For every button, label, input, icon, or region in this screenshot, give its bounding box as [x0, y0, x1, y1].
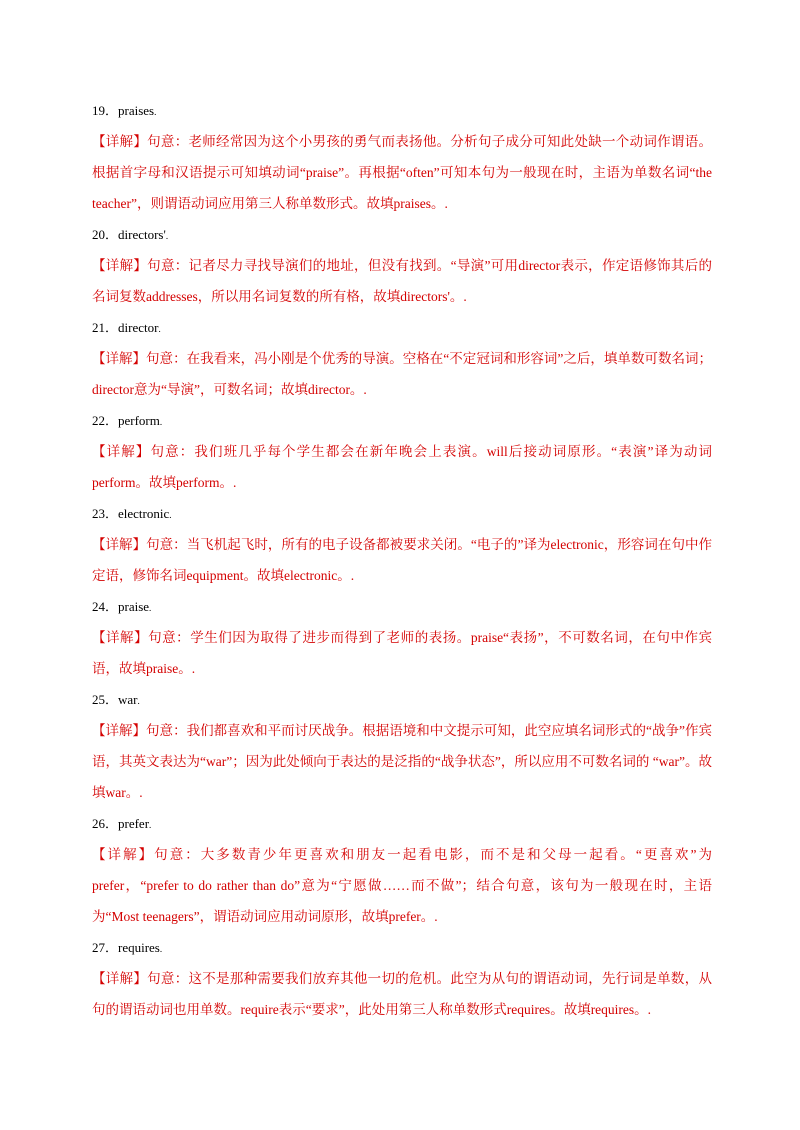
answer-heading: 19．praises.: [92, 103, 157, 118]
explanation-text: 句意：我们班几乎每个学生都会在新年晚会上表演。will后接动词原形。“表演”译为动词perform。故填perform。.: [92, 444, 713, 490]
detail-tag: 【详解】: [92, 971, 148, 986]
detail-tag: 【详解】: [92, 630, 149, 645]
answer-heading: 21．director.: [92, 320, 161, 335]
detail-tag: 【详解】: [92, 351, 147, 366]
answer-heading: 20．directors'.: [92, 227, 169, 242]
answer-item-26: [92, 808, 712, 932]
explanation-text: 句意：记者尽力寻找导演们的地址，但没有找到。“导演”可用director表示，作定语修饰其后的名词复数addresses，所以用名词复数的所有格，故填directors'。.: [92, 258, 712, 304]
answer-heading: 26．prefer.: [92, 816, 152, 831]
answer-heading: 25．war.: [92, 692, 140, 707]
detail-tag: 【详解】: [92, 134, 148, 149]
detail-tag: 【详解】: [92, 847, 155, 862]
explanation-text: 句意：老师经常因为这个小男孩的勇气而表扬他。分析句子成分可知此处缺一个动词作谓语。根据首字母和汉语提示可知填动词“praise”。再根据“often”可知本句为一般现在时，主语为单数名词“the teacher”，则谓语动词应用第三人称单数形式。故填praises。.: [92, 134, 713, 211]
answer-item-25: [92, 684, 712, 808]
explanation: [92, 250, 712, 312]
answer-heading: 23．electronic.: [92, 506, 172, 521]
answer-item-23: [92, 498, 712, 591]
answer-item-24: [92, 591, 712, 684]
explanation-text: 句意：当飞机起飞时，所有的电子设备都被要求关闭。“电子的”译为electronic，形容词在句中作定语，修饰名词equipment。故填electronic。.: [92, 537, 712, 583]
explanation-text: 句意：学生们因为取得了进步而得到了老师的表扬。praise“表扬”，不可数名词，在句中作宾语，故填praise。.: [92, 630, 713, 676]
detail-tag: 【详解】: [92, 444, 151, 459]
answer-item-19: [92, 95, 712, 219]
explanation: [92, 126, 712, 219]
explanation: [92, 622, 712, 684]
answer-item-20: [92, 219, 712, 312]
detail-tag: 【详解】: [92, 537, 147, 552]
detail-tag: 【详解】: [92, 258, 148, 273]
answer-heading: 22．perform.: [92, 413, 163, 428]
answer-heading: 27．requires.: [92, 940, 163, 955]
explanation: [92, 715, 712, 808]
explanation-text: 句意：我们都喜欢和平而讨厌战争。根据语境和中文提示可知，此空应填名词形式的“战争”作宾语，其英文表达为“war”；因为此处倾向于表达的是泛指的“战争状态”，所以应用不可数名词的 “war”。故填war。.: [92, 723, 713, 800]
answer-heading: 24．praise.: [92, 599, 152, 614]
explanation: [92, 529, 712, 591]
explanation: [92, 436, 712, 498]
explanation-text: 句意：在我看来，冯小刚是个优秀的导演。空格在“不定冠词和形容词”之后，填单数可数名词；director意为“导演”，可数名词；故填director。.: [92, 351, 713, 397]
explanation: [92, 343, 712, 405]
answer-item-21: [92, 312, 712, 405]
explanation-text: 句意：这不是那种需要我们放弃其他一切的危机。此空为从句的谓语动词，先行词是单数，从句的谓语动词也用单数。require表示“要求”，此处用第三人称单数形式requires。故填requires。.: [92, 971, 713, 1017]
answer-item-22: [92, 405, 712, 498]
explanation: [92, 839, 712, 932]
explanation-text: 句意：大多数青少年更喜欢和朋友一起看电影，而不是和父母一起看。“更喜欢”为prefer，“prefer to do rather than do”意为“宁愿做……而不做”；结合句意，该句为一般现在时，主语为“Most teenagers”，谓语动词应用动词原形，故填prefer。.: [92, 847, 713, 924]
answer-list: [92, 95, 712, 1025]
answer-item-27: [92, 932, 712, 1025]
detail-tag: 【详解】: [92, 723, 147, 738]
explanation: [92, 963, 712, 1025]
